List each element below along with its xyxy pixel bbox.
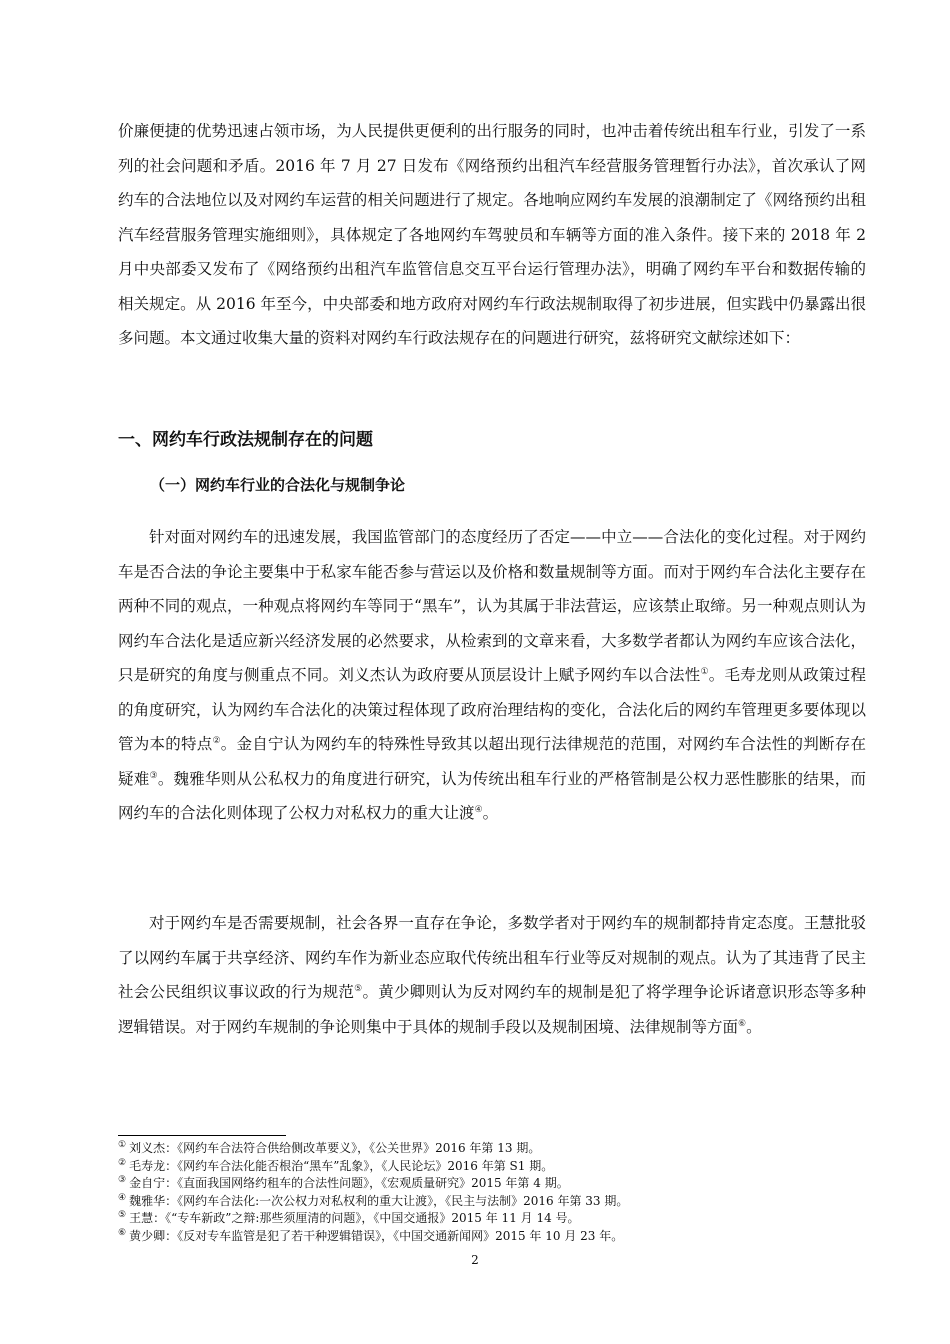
- footnote-ref-6[interactable]: ⑥: [738, 1018, 747, 1029]
- footnote-mark: ①: [118, 1140, 127, 1150]
- footnote-item: [118, 1140, 866, 1158]
- paragraph-text: 。黄少卿则认为反对网约车的规制是犯了将学理争论诉诸意识形态等多种逻辑错误。对于网约车规制的争论则集中于具体的规制手段以及规制困境、法律规制等方面: [118, 983, 866, 1036]
- footnote-list: [118, 1140, 866, 1245]
- footnote-ref-5[interactable]: ⑤: [354, 983, 363, 994]
- footnote-item: [118, 1175, 866, 1193]
- paragraph-text: 。魏雅华则从公私权力的角度进行研究，认为传统出租车行业的严格管制是公权力恶性膨胀的结果，而网约车的合法化则体现了公权力对私权力的重大让渡: [118, 769, 866, 822]
- footnote-text: 毛寿龙：《网约车合法化能否根治“黑车”乱象》，《人民论坛》2016 年第 S1 期。: [129, 1158, 554, 1173]
- paragraph-text: 针对面对网约车的迅速发展，我国监管部门的态度经历了否定——中立——合法化的变化过程。对于网约车是否合法的争论主要集中于私家车能否参与营运以及价格和数量规制等方面。而对于网约车合法化主要存在两种不同的观点，一种观点将网约车等同于“黑车”，认为其属于非法营运，应该禁止取缔。另一种观点则认为网约车合法化是适应新兴经济发展的必然要求，从检索到的文章来看，大多数学者都认为网约车应该合法化，只是研究的角度与侧重点不同。刘义杰认为政府要从顶层设计上赋予网约车以合法性: [118, 528, 866, 684]
- footnote-text: 金自宁：《直面我国网络约租车的合法性问题》，《宏观质量研究》2015 年第 4 期。: [129, 1176, 569, 1190]
- footnote-divider: [118, 1135, 286, 1136]
- footnote-item: [118, 1193, 866, 1211]
- footnote-item: [118, 1228, 866, 1246]
- footnote-mark: ⑥: [118, 1227, 127, 1238]
- body-paragraph-intro: 价廉便捷的优势迅速占领市场，为人民提供更便利的出行服务的同时，也冲击着传统出租车行业，引发了一系列的社会问题和矛盾。2016 年 7 月 27 日发布《网络预约出租汽车经营服务管理暂行办法》，首次承认了网约车的合法地位以及对网约车运营的相关问题进行了规定。各地响应网约车发展的浪潮制定了《网络预约出租汽车经营服务管理实施细则》，具体规定了各地网约车驾驶员和车辆等方面的准入条件。接下来的 2018 年 2 月中央部委又发布了《网络预约出租汽车监管信息交互平台运行管理办法》，明确了网约车平台和数据传输的相关规定。从 2016 年至今，中央部委和地方政府对网约车行政法规制取得了初步进展，但实践中仍暴露出很多问题。本文通过收集大量的资料对网约车行政法规存在的问题进行研究，兹将研究文献综述如下：: [118, 122, 866, 347]
- footnote-text: 王慧：《“专车新政”之辩:那些须厘清的问题》，《中国交通报》2015 年 11 月 14 号。: [129, 1211, 580, 1225]
- subsection-heading: （一）网约车行业的合法化与规制争论: [150, 476, 406, 494]
- paragraph-text: 。: [746, 1017, 762, 1036]
- footnote-item: [118, 1210, 866, 1228]
- paragraph-text: 。金自宁认为网约车的特殊性导致其以超出现行法律规范的范围，对网约车合法性的判断存在疑难: [118, 735, 866, 788]
- footnote-mark: ②: [118, 1157, 127, 1168]
- footnote-ref-1[interactable]: ①: [700, 666, 709, 677]
- footnote-ref-3[interactable]: ③: [149, 770, 158, 781]
- paragraph-text: 。: [482, 804, 499, 822]
- footnote-ref-2[interactable]: ②: [212, 735, 221, 746]
- footnote-mark: ④: [118, 1192, 127, 1203]
- body-paragraph-regulation: [118, 906, 866, 1044]
- paragraph-text: 。毛寿龙则从政策过程的角度研究，认为网约车合法化的决策过程体现了政府治理结构的变化，合法化后的网约车管理更多要体现以管为本的特点: [118, 666, 866, 753]
- section-heading: 一、网约车行政法规制存在的问题: [118, 430, 373, 450]
- footnote-ref-4[interactable]: ④: [474, 804, 483, 815]
- page-number: 2: [471, 1253, 479, 1267]
- body-paragraph-legalization: [118, 520, 866, 831]
- footnote-text: 刘义杰：《网约车合法符合供给侧改革要义》，《公关世界》2016 年第 13 期。: [129, 1141, 541, 1155]
- footnote-text: 魏雅华：《网约车合法化:一次公权力对私权利的重大让渡》，《民主与法制》2016 年第 33 期。: [129, 1193, 629, 1208]
- footnote-mark: ⑤: [118, 1210, 127, 1220]
- paragraph-text: 对于网约车是否需要规制，社会各界一直存在争论，多数学者对于网约车的规制都持肯定态度。王慧批驳了以网约车属于共享经济、网约车作为新业态应取代传统出租车行业等反对规制的观点。认为了其违背了民主社会公民组织议事议政的行为规范: [118, 914, 866, 1001]
- footnote-mark: ③: [118, 1175, 127, 1185]
- footnote-item: [118, 1158, 866, 1176]
- footnote-text: 黄少卿：《反对专车监管是犯了若干种逻辑错误》，《中国交通新闻网》2015 年 10 月 23 年。: [129, 1228, 624, 1243]
